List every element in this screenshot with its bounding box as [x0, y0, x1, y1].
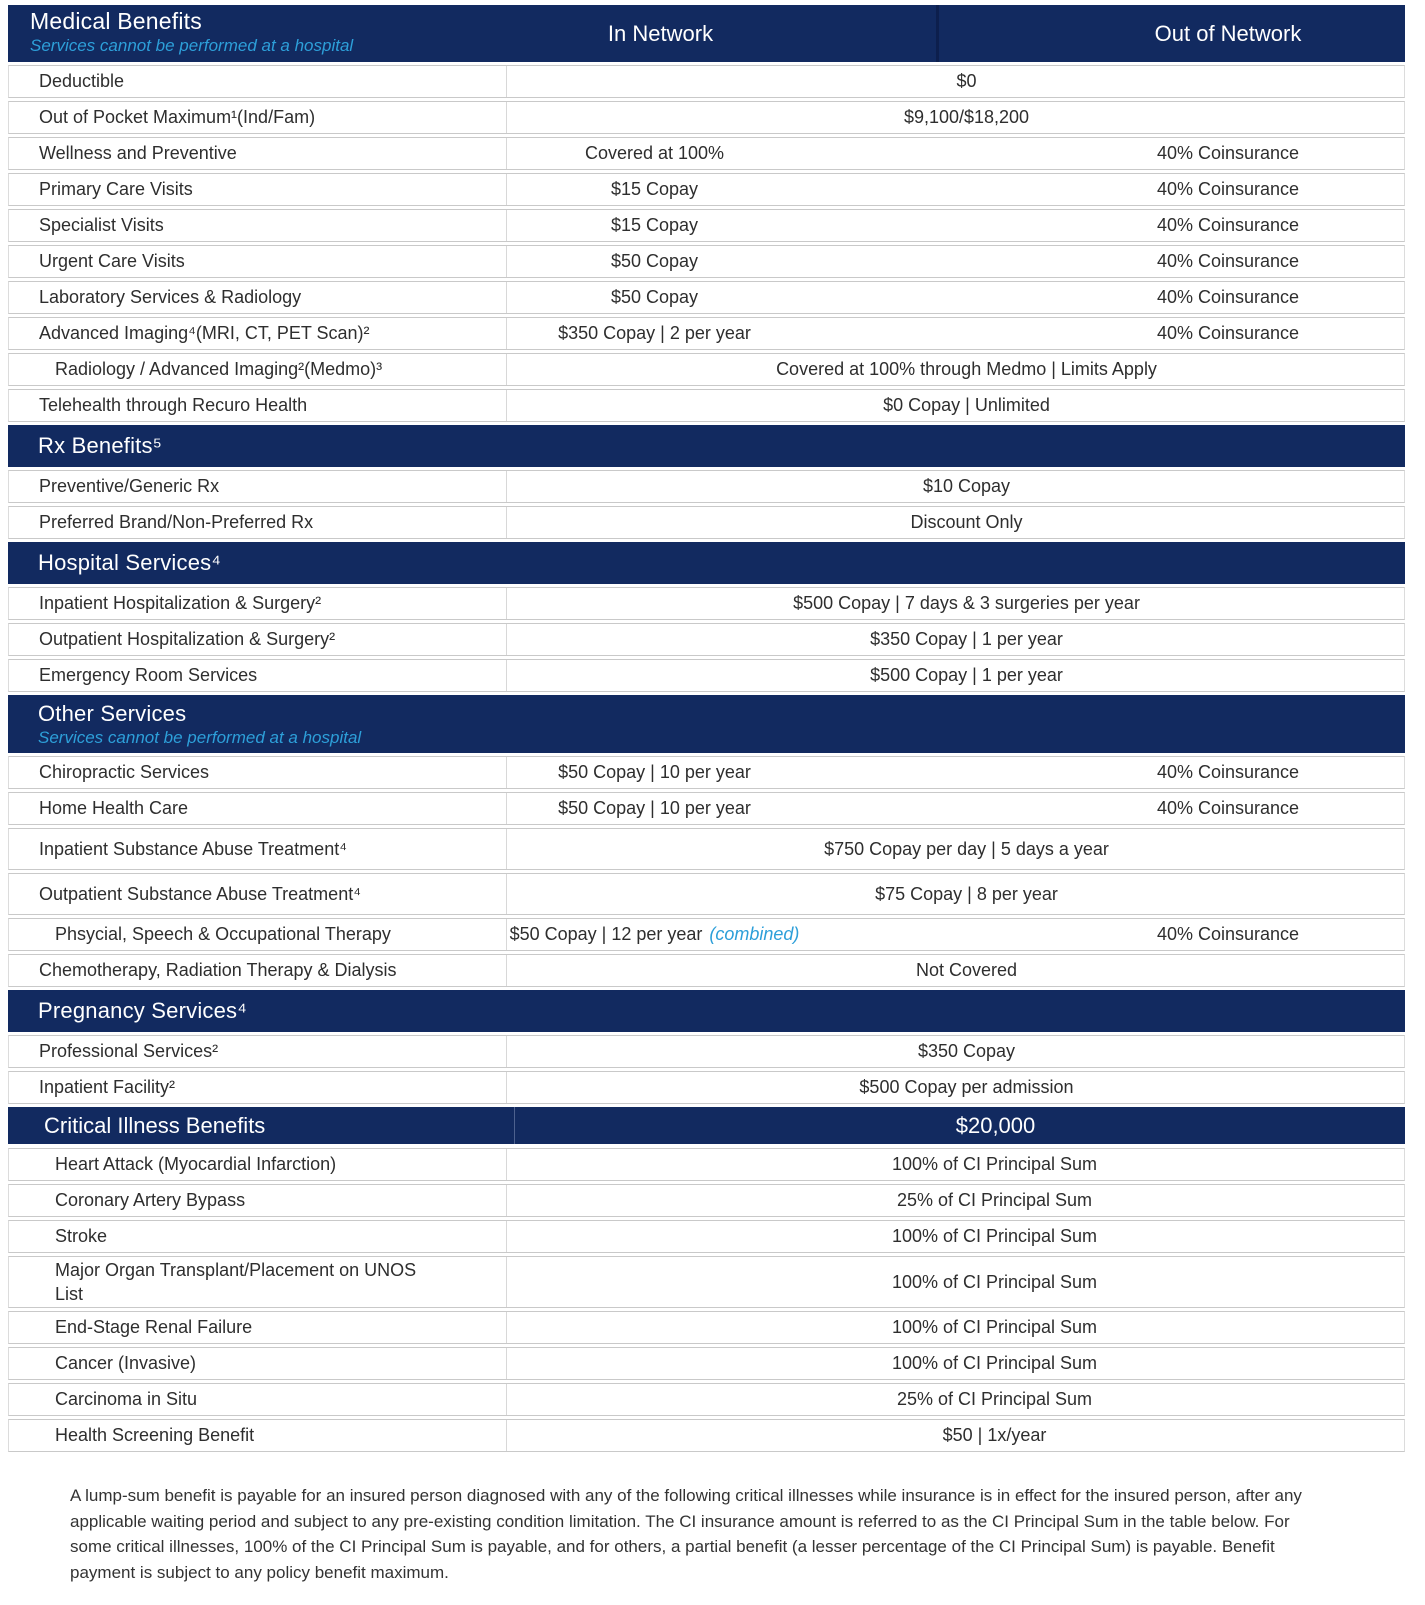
header-column-divider: [936, 5, 939, 62]
table-row: [8, 209, 1405, 242]
table-row: [8, 1035, 1405, 1068]
table-row: [8, 1256, 1405, 1308]
benefit-label: Deductible: [9, 66, 507, 97]
table-row: [8, 1220, 1405, 1253]
combined-value: 100% of CI Principal Sum: [891, 1226, 1098, 1246]
benefit-label: Urgent Care Visits: [9, 246, 507, 277]
combined-value: $500 Copay per admission: [859, 1077, 1074, 1097]
in-network-value: $50 Copay | 10 per year: [558, 762, 751, 782]
table-row: [8, 792, 1405, 825]
in-network-value: Covered at 100%: [584, 143, 725, 163]
in-network-value: $50 Copay: [610, 287, 699, 307]
in-network-value: $15 Copay: [610, 215, 699, 235]
combined-value: 100% of CI Principal Sum: [891, 1317, 1098, 1337]
table-header: [8, 5, 1405, 62]
in-network-value: $350 Copay | 2 per year: [558, 323, 751, 343]
column-header-in-network: In Network: [607, 20, 714, 46]
benefit-label: Cancer (Invasive): [9, 1348, 507, 1379]
table-row: [8, 173, 1405, 206]
benefit-label: [9, 1257, 507, 1307]
combined-value: $350 Copay: [917, 1041, 1016, 1061]
section-title: Other Services: [38, 700, 187, 726]
table-row: [8, 353, 1405, 386]
table-row: [8, 317, 1405, 350]
table-row: [8, 389, 1405, 422]
header-title-block: [30, 8, 353, 56]
benefit-label: Professional Services²: [9, 1036, 507, 1067]
table-row: [8, 873, 1405, 915]
benefit-label: Inpatient Hospitalization & Surgery²: [9, 588, 507, 619]
benefits-table: [8, 5, 1405, 1452]
benefit-label: Inpatient Facility²: [9, 1072, 507, 1103]
combined-value: $500 Copay | 1 per year: [870, 665, 1063, 685]
benefit-label: Preferred Brand/Non-Preferred Rx: [9, 507, 507, 538]
benefit-label: Heart Attack (Myocardial Infarction): [9, 1149, 507, 1180]
in-network-value-text: $50 Copay | 12 per year: [509, 924, 703, 944]
page-title: Medical Benefits: [30, 8, 202, 34]
benefit-label: Stroke: [9, 1221, 507, 1252]
table-row: [8, 1347, 1405, 1380]
critical-illness-footnote: A lump-sum benefit is payable for an insured person diagnosed with any of the following critical illnesses while insurance is in effect for the insured person, after any applicable waiting period and subject to any pre-existing condition limitation. The CI insurance amount is referred to as the CI Principal Sum in the table below. For some critical illnesses, 100% of the CI Principal Sum is payable, and for others, a partial benefit (a lesser percentage of the CI Principal Sum) is payable. Benefit payment is subject to any policy benefit maximum.: [70, 1486, 1302, 1582]
table-row: [8, 623, 1405, 656]
benefit-label: Out of Pocket Maximum¹(Ind/Fam): [9, 102, 507, 133]
table-row: [8, 137, 1405, 170]
column-header-out-of-network: Out of Network: [1154, 20, 1302, 46]
benefit-label: Outpatient Substance Abuse Treatment⁴: [9, 874, 507, 914]
out-of-network-value: 40% Coinsurance: [1156, 924, 1300, 944]
in-network-value: [507, 919, 947, 950]
combined-value: $75 Copay | 8 per year: [875, 883, 1058, 904]
benefit-label: Outpatient Hospitalization & Surgery²: [9, 624, 507, 655]
table-row: [8, 470, 1405, 503]
section-header-hospital-services: [8, 542, 1405, 584]
benefit-label: Emergency Room Services: [9, 660, 507, 691]
out-of-network-value: 40% Coinsurance: [1156, 798, 1300, 818]
combined-value: $50 | 1x/year: [942, 1425, 1047, 1445]
section-header-rx-benefits: [8, 425, 1405, 467]
table-row: [8, 506, 1405, 539]
benefit-label: Radiology / Advanced Imaging²(Medmo)³: [9, 354, 507, 385]
benefit-label: Preventive/Generic Rx: [9, 471, 507, 502]
benefit-label: End-Stage Renal Failure: [9, 1312, 507, 1343]
combined-note: (combined): [709, 924, 800, 944]
section-title: Pregnancy Services⁴: [38, 998, 247, 1023]
combined-value: Covered at 100% through Medmo | Limits Apply: [776, 359, 1157, 379]
section-header-pregnancy-services: [8, 990, 1405, 1032]
combined-value: 100% of CI Principal Sum: [891, 1271, 1098, 1292]
benefit-label: Coronary Artery Bypass: [9, 1185, 507, 1216]
benefit-label: Phsycial, Speech & Occupational Therapy: [9, 919, 507, 950]
table-row: [8, 918, 1405, 951]
out-of-network-value: 40% Coinsurance: [1156, 323, 1300, 343]
benefit-label: Home Health Care: [9, 793, 507, 824]
combined-value: $500 Copay | 7 days & 3 surgeries per year: [793, 593, 1140, 613]
table-row: [8, 281, 1405, 314]
table-row: [8, 1148, 1405, 1181]
out-of-network-value: 40% Coinsurance: [1156, 179, 1300, 199]
benefit-label: Chemotherapy, Radiation Therapy & Dialysis: [9, 955, 507, 986]
table-row: [8, 65, 1405, 98]
section-title: Rx Benefits⁵: [38, 433, 163, 458]
table-row: [8, 1184, 1405, 1217]
combined-value: 100% of CI Principal Sum: [891, 1154, 1098, 1174]
benefit-label-text: Major Organ Transplant/Placement on UNOS List: [55, 1259, 417, 1304]
benefit-label: Carcinoma in Situ: [9, 1384, 507, 1415]
table-row: [8, 245, 1405, 278]
header-subtitle: Services cannot be performed at a hospital: [30, 36, 354, 55]
combined-value: $9,100/$18,200: [903, 107, 1030, 127]
benefit-label: Primary Care Visits: [9, 174, 507, 205]
benefit-label: Laboratory Services & Radiology: [9, 282, 507, 313]
combined-value: 25% of CI Principal Sum: [896, 1190, 1093, 1210]
out-of-network-value: 40% Coinsurance: [1156, 287, 1300, 307]
benefit-label: Health Screening Benefit: [9, 1420, 507, 1451]
section-header-other-services: [8, 695, 1405, 753]
table-row: [8, 1311, 1405, 1344]
table-row: [8, 1383, 1405, 1416]
out-of-network-value: 40% Coinsurance: [1156, 215, 1300, 235]
combined-value: $0 Copay | Unlimited: [883, 395, 1050, 415]
table-row: [8, 756, 1405, 789]
out-of-network-value: 40% Coinsurance: [1156, 251, 1300, 271]
benefit-label: Telehealth through Recuro Health: [9, 390, 507, 421]
table-row: [8, 954, 1405, 987]
in-network-value: $15 Copay: [610, 179, 699, 199]
section-subtitle: Services cannot be performed at a hospital: [38, 727, 362, 747]
table-row: [8, 101, 1405, 134]
benefit-label: Chiropractic Services: [9, 757, 507, 788]
table-row: [8, 1419, 1405, 1452]
benefit-label: Specialist Visits: [9, 210, 507, 241]
combined-value: Discount Only: [910, 512, 1023, 532]
benefit-label: Inpatient Substance Abuse Treatment⁴: [9, 829, 507, 869]
table-row: [8, 828, 1405, 870]
critical-illness-amount: $20,000: [955, 1112, 1036, 1138]
table-row: [8, 587, 1405, 620]
benefit-label: Advanced Imaging⁴(MRI, CT, PET Scan)²: [9, 318, 507, 349]
table-row: [8, 1071, 1405, 1104]
out-of-network-value: 40% Coinsurance: [1156, 143, 1300, 163]
in-network-value: $50 Copay: [610, 251, 699, 271]
section-title: Hospital Services⁴: [38, 550, 222, 575]
combined-value: $350 Copay | 1 per year: [870, 629, 1063, 649]
section-header-critical-illness: [8, 1107, 1405, 1144]
benefit-label: Wellness and Preventive: [9, 138, 507, 169]
combined-value: $0: [956, 71, 977, 91]
section-title: Critical Illness Benefits: [44, 1112, 266, 1138]
out-of-network-value: 40% Coinsurance: [1156, 762, 1300, 782]
combined-value: $750 Copay per day | 5 days a year: [824, 838, 1109, 859]
combined-value: 25% of CI Principal Sum: [896, 1389, 1093, 1409]
combined-value: Not Covered: [915, 960, 1018, 980]
combined-value: 100% of CI Principal Sum: [891, 1353, 1098, 1373]
combined-value: $10 Copay: [922, 476, 1011, 496]
table-row: [8, 659, 1405, 692]
in-network-value: $50 Copay | 10 per year: [558, 798, 751, 818]
